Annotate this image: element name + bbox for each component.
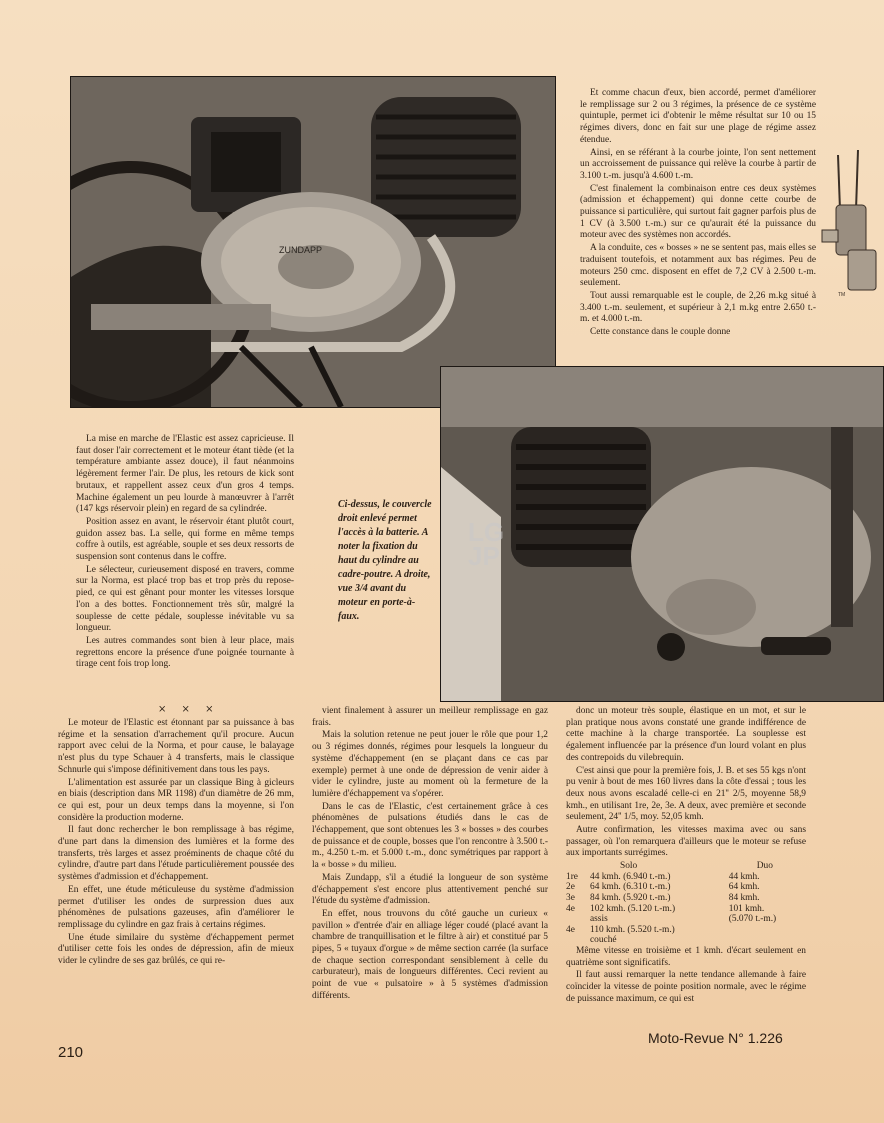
table-cell: assis	[590, 914, 608, 925]
paragraph: Mais la solution retenue ne peut jouer le rôle que pour 1,2 ou 3 régimes donnés, régimes pour lesquels la longueur du système d'échappement (en se plaçant dans ce cas par exemple) permet à une onde de dépression de venir aider à vider le cylindre, juste au moment où la fermeture de la lumière d'échappement va s'opérer.	[312, 730, 548, 799]
table-cell: 44 kmh.	[728, 871, 760, 882]
table-cell: 84 kmh. (5.920 t.-m.)	[590, 892, 671, 903]
table-cell: 101 kmh.	[728, 903, 765, 914]
table-cell: 3e	[566, 892, 575, 903]
paragraph: L'alimentation est assurée par un classique Bing à gicleurs en biais (description dans MR 1198) d'un diamètre de 26 mm, ce qui est, pour un deux temps dans la moyenne, si l'on considère la production moderne.	[58, 777, 294, 823]
paragraph: Le sélecteur, curieusement disposé en travers, comme sur la Norma, est placé trop bas et trop près du repose-pied, ce qui est gênant pour monter les vitesses lorsque l'on a des bottes. Fonctionnement très sûr, malgré la souplesse de cette pédale, souplesse inévitable vu sa longueur.	[76, 564, 294, 634]
engine-photo-bottom	[440, 366, 884, 702]
table-row	[566, 904, 806, 915]
table-cell: couché	[590, 935, 617, 946]
table-row	[566, 872, 806, 883]
table-cell: 2e	[566, 882, 575, 893]
speed-table	[566, 861, 806, 946]
engine-photo-top	[70, 76, 556, 408]
table-cell: 84 kmh.	[728, 892, 760, 903]
text-column-right	[566, 706, 806, 1006]
paragraph: Position assez en avant, le réservoir étant plutôt court, guidon assez bas. La selle, qui forme en même temps coffre à outils, est agréable, souple et ses deux ressorts de suspension sont contenus dans le coffre.	[76, 516, 294, 563]
paragraph: Ainsi, en se référant à la courbe jointe, l'on sent nettement un accroissement de puissance qui relève la courbe à partir de 3.100 t.-m. jusqu'à 4.600 t.-m.	[580, 147, 816, 181]
text-column-top-right	[580, 88, 816, 340]
magazine-footer: Moto-Revue N° 1.226	[648, 1030, 783, 1046]
table-row	[566, 925, 806, 936]
paragraph: Le moteur de l'Elastic est étonnant par sa puissance à bas régime et la sensation d'arrachement qu'il procure. Aucun rapport avec celui de la Norma, et pour cause, le balayage n'est plus du type Schauer à 4 transferts, mais le classique Schnurle qui s'impose définitivement dans tous les pays.	[58, 718, 294, 775]
text-column-left-bottom	[58, 718, 294, 969]
paragraph: Cette constance dans le couple donne	[590, 327, 731, 338]
table-cell: 64 kmh.	[728, 882, 760, 893]
table-cell	[729, 925, 806, 936]
paragraph: Il faut aussi remarquer la nette tendance allemande à faire coïncider la vitesse de pointe position normale, avec le régime de puissance maximum, ce qui est	[566, 970, 806, 1004]
table-cell: 44 kmh. (6.940 t.-m.)	[590, 871, 671, 882]
speed-table-header	[566, 861, 806, 872]
table-cell	[729, 935, 806, 946]
table-header-cell: Solo	[620, 861, 638, 872]
table-row	[566, 935, 806, 946]
paragraph: Mais Zundapp, s'il a étudié la longueur de son système d'échappement s'est encore plus attentivement penché sur l'étude du système d'admission.	[312, 872, 548, 907]
paragraph: Et comme chacun d'eux, bien accordé, permet d'améliorer le remplissage sur 2 ou 3 régimes, la présence de ce système quintuple, permet ici d'obtenir le même résultat sur 10 ou 15 régimes divers, donc en fait sur une plage de régime assez étendue.	[580, 88, 816, 145]
paragraph: En effet, une étude méticuleuse du système d'admission permet d'utiliser les ondes de surpression dues aux phénomènes de pulsations gazeuses, afin d'améliorer le remplissage du cylindre en gaz frais à certains régimes.	[58, 884, 294, 930]
watermark-line: LG	[468, 517, 505, 547]
paragraph: Il faut donc rechercher le bon remplissage à bas régime, d'une part dans la dimension des lumières et la forme des transferts, très larges et assez proéminents de chaque côté du cylindre, d'autre part dans l'étude particulièrement poussée des systèmes d'admission et d'échappement.	[58, 825, 294, 883]
table-cell: 4e	[566, 903, 575, 914]
paragraph: C'est finalement la combinaison entre ces deux systèmes (admission et échappement) qui donne cette courbe de puissance si particulière, qui surtout fait gagner parfois plus de 1 CV (à 3.500 t.-m.) sur ce qu'aurait été la puissance du moteur avec des systèmes non accordés.	[580, 183, 816, 241]
paragraph: Une étude similaire du système d'échappement permet d'utiliser cette fois les ondes de dépression, afin de mieux vider le cylindre de ses gaz brûlés, ce qui re-	[58, 932, 294, 967]
table-cell: 102 kmh. (5.120 t.-m.)	[590, 903, 676, 914]
paragraph: Tout aussi remarquable est le couple, de 2,26 m.kg situé à 3.400 t.-m. seulement, et supérieur à 2,1 m.kg entre 2.650 t.-m. et 4.000 t.-m.	[580, 290, 816, 325]
carb-label: TM	[838, 292, 846, 298]
watermark-line: JP	[468, 541, 500, 571]
paragraph: A la conduite, ces « bosses » ne se sentent pas, mais elles se traduisent toutefois, et notamment aux bas régimes. Peu de moteurs 250 cmc. disposent en effet de 7,2 CV à 2.500 t.-m. seulement.	[580, 243, 816, 289]
paragraph: C'est ainsi que pour la première fois, J. B. et ses 55 kgs n'ont pu venir à bout de mes 160 livres dans la côte d'essai ; tous les deux nous avons escaladé celle-ci en 21'' 2/5, moyenne 58,9 kmh., en utilisant 1re, 2e, 3e. A deux, avec première et seconde seulement, 24'' 1/5, moy. 52,05 kmh.	[566, 765, 806, 823]
table-cell: 4e	[566, 924, 575, 935]
table-cell: 110 kmh. (5.520 t.-m.)	[590, 924, 675, 935]
photo-caption: Ci-dessus, le couvercle droit enlevé permet l'accès à la batterie. A noter la fixation du haut du cylindre au cadre-poutre. A droite, vue 3/4 avant du moteur en porte-à-faux.	[338, 499, 432, 622]
table-cell: 1re	[566, 871, 578, 882]
text-column-left-top	[76, 434, 294, 672]
table-row	[566, 914, 806, 925]
table-row	[566, 882, 806, 893]
table-header-cell	[566, 861, 590, 872]
section-separator: × × ×	[158, 704, 220, 715]
table-cell	[566, 935, 590, 946]
table-header-cell: Duo	[756, 861, 773, 872]
table-cell	[566, 914, 590, 925]
zundapp-badge: ZUNDAPP	[279, 245, 323, 255]
table-row	[566, 893, 806, 904]
paragraph: donc un moteur très souple, élastique en un mot, et sur le plan pratique nous avons constaté une grande indifférence de cette machine à la charge transportée. La souplesse est également influencée par la présence d'un lourd volant en plus des contrepoids du vilebrequin.	[566, 706, 806, 763]
paragraph: Autre confirmation, les vitesses maxima avec ou sans passager, où l'on remarquera d'ailleurs que le moteur se refuse aux importants surrégimes.	[566, 825, 806, 859]
table-cell: (5.070 t.-m.)	[728, 914, 777, 925]
paragraph: La mise en marche de l'Elastic est assez capricieuse. Il faut doser l'air correctement et le moteur étant tiède (et la température ambiante assez douce), il faut néanmoins légèrement fermer l'air. De plus, les retours de kick sont brutaux, et rappellent assez ceux d'un gros 4 temps. Machine également un peu lourde à manœuvrer à l'arrêt (147 kgs réservoir plein) en regard de sa cylindrée.	[76, 434, 294, 515]
text-column-middle	[312, 706, 548, 1004]
paragraph: vient finalement à assurer un meilleur remplissage en gaz frais.	[312, 706, 548, 728]
table-cell: 64 kmh. (6.310 t.-m.)	[590, 882, 671, 893]
carburettor-illustration	[818, 150, 882, 300]
watermark	[468, 517, 505, 571]
paragraph: Les autres commandes sont bien à leur place, mais regrettons encore la présence d'une poignée tournante à tirage cent fois trop long.	[76, 635, 294, 670]
paragraph: Même vitesse en troisième et 1 kmh. d'écart seulement en quatrième sont significatifs.	[566, 945, 806, 968]
paragraph: En effet, nous trouvons du côté gauche un curieux « pavillon » d'entrée d'air en alliage léger coudé (placé avant la chambre de tranquillisation et le filtre à air) et constitué par 5 pipes, 5 « tuyaux d'orgue » de même section carrée (la surface de chaque section correspondant sensiblement à celle du carburateur), mais de longueurs différentes. Ceci revient au point de vue « pulsatoire » à 5 systèmes d'admission différents.	[312, 908, 548, 1001]
paragraph: Dans le cas de l'Elastic, c'est certainement grâce à ces phénomènes de pulsations étudiés dans le cas de l'échappement, que sont obtenues les 3 « bosses » des courbes de puissance et de couple, bosses que l'on rencontre à 3.500 t.-m., 4.250 t.-m. et 5.000 t.-m., donc symétriques par rapport à la « bosse » du milieu.	[312, 801, 548, 871]
page-number: 210	[58, 1044, 84, 1061]
